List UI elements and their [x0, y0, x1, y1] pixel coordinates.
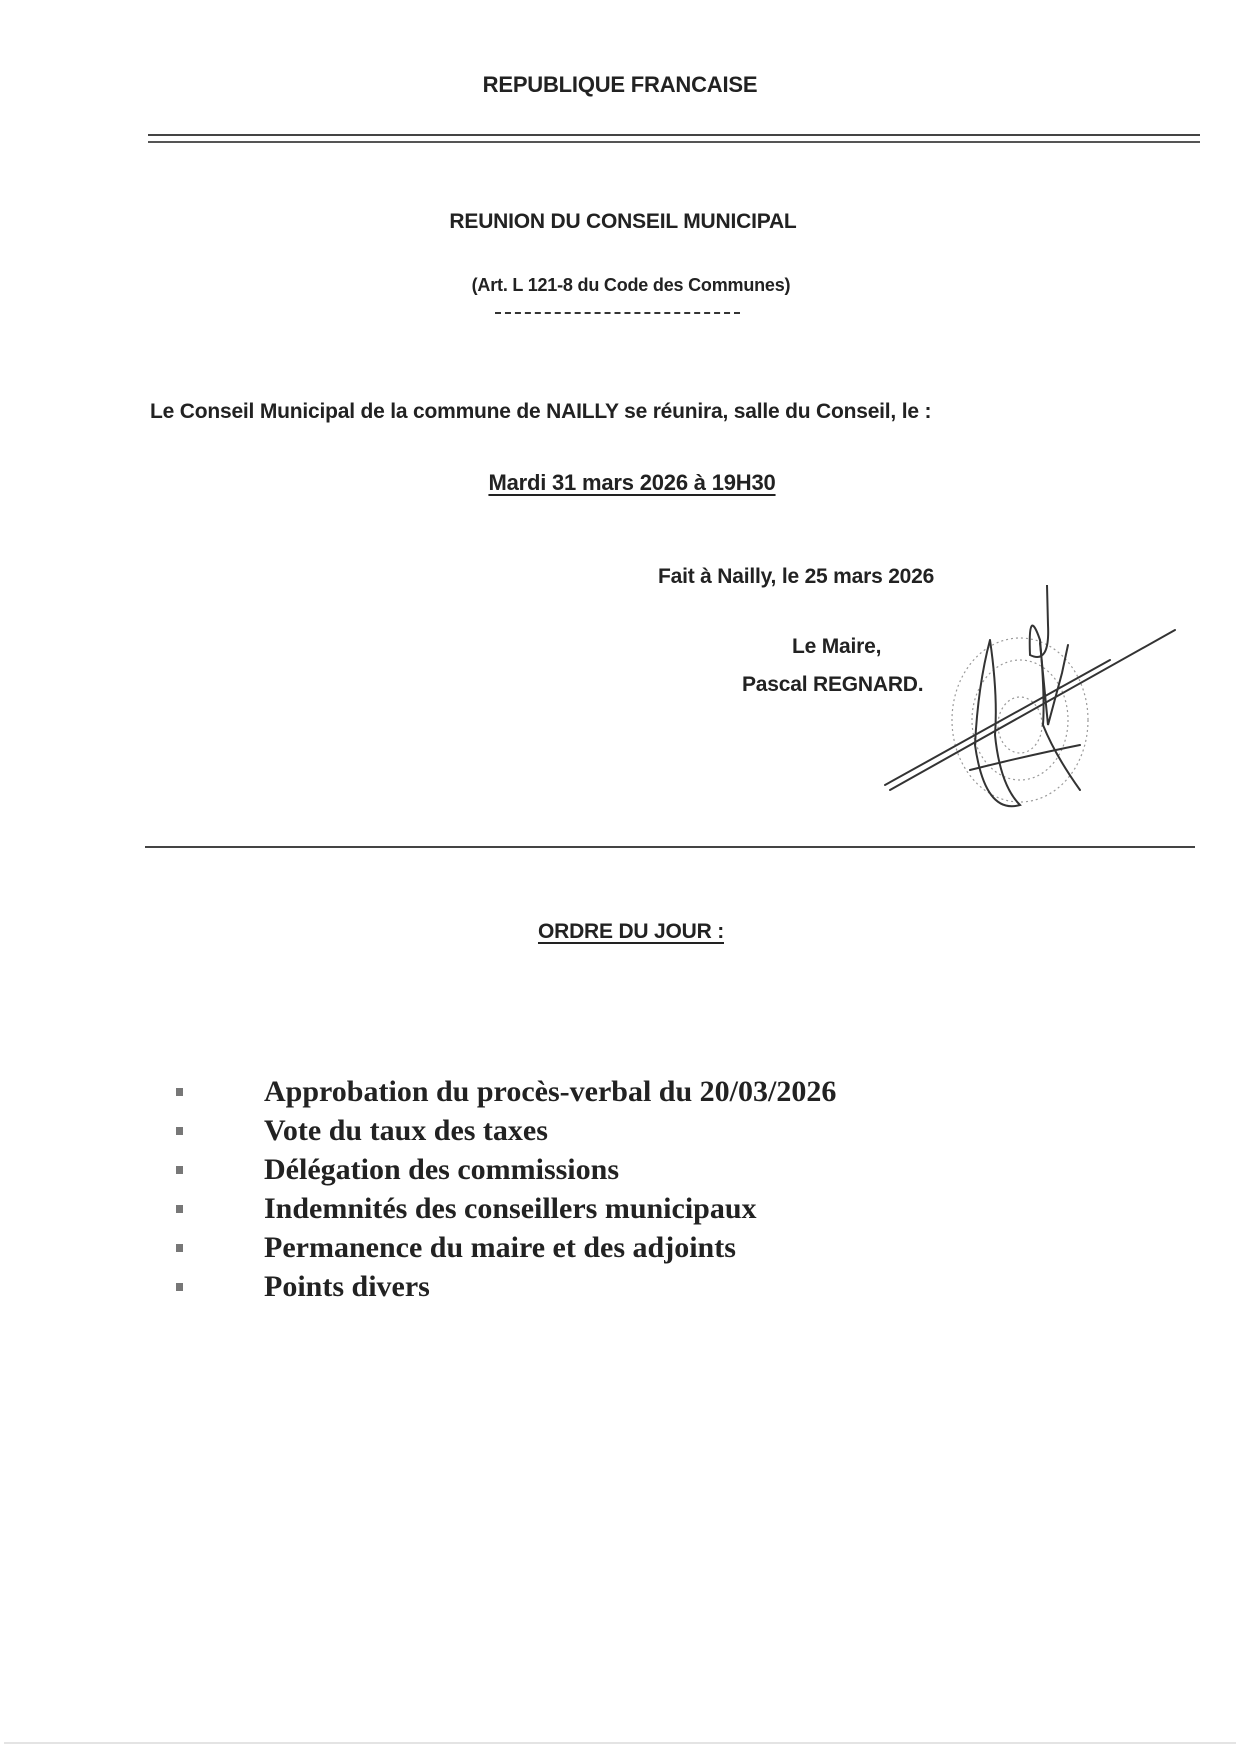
agenda-item-text: Indemnités des conseillers municipaux — [264, 1192, 757, 1225]
agenda-item-text: Points divers — [264, 1270, 430, 1303]
square-bullet-icon — [176, 1205, 183, 1213]
republic-header: REPUBLIQUE FRANCAISE — [482, 72, 758, 97]
meeting-date-text: Mardi 31 mars 2026 à 19H30 — [488, 470, 776, 495]
dashed-separator — [495, 312, 740, 314]
agenda-item-text: Délégation des commissions — [264, 1153, 619, 1186]
agenda-item-text: Permanence du maire et des adjoints — [264, 1231, 736, 1264]
section-divider — [145, 846, 1195, 848]
agenda-title-text: ORDRE DU JOUR : — [537, 920, 724, 943]
double-divider — [148, 134, 1200, 143]
meeting-intro: Le Conseil Municipal de la commune de NAILLY se réunira, salle du Conseil, le : — [150, 400, 932, 423]
municipal-seal-icon — [952, 638, 1088, 802]
mayor-name: Pascal REGNARD. — [742, 673, 924, 696]
square-bullet-icon — [176, 1088, 183, 1096]
agenda-title — [0, 920, 1240, 944]
square-bullet-icon — [176, 1166, 183, 1174]
meeting-title: REUNION DU CONSEIL MUNICIPAL — [449, 210, 797, 233]
page-edge-line — [4, 1742, 1236, 1744]
meeting-date — [0, 470, 1240, 496]
agenda-item-text: Approbation du procès-verbal du 20/03/2026 — [264, 1075, 837, 1108]
agenda-item-text: Vote du taux des taxes — [264, 1114, 548, 1147]
signature-stroke-icon — [885, 585, 1175, 806]
square-bullet-icon — [176, 1127, 183, 1135]
legal-reference: (Art. L 121-8 du Code des Communes) — [471, 275, 791, 295]
mayor-signature-and-seal — [880, 585, 1180, 825]
mayor-role: Le Maire, — [792, 635, 882, 658]
place-and-date: Fait à Nailly, le 25 mars 2026 — [658, 565, 935, 588]
square-bullet-icon — [176, 1283, 183, 1291]
square-bullet-icon — [176, 1244, 183, 1252]
